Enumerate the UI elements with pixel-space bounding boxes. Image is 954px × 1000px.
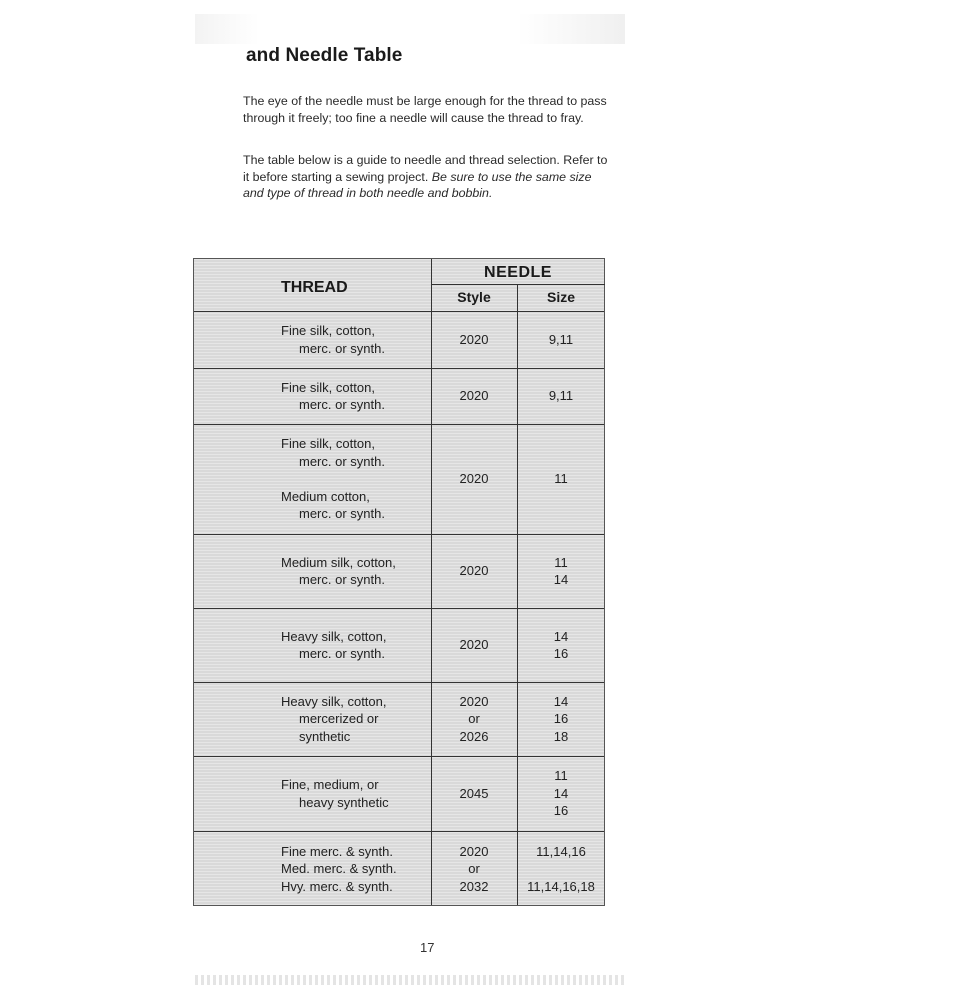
thread-cell-line: Heavy silk, cotton,	[281, 693, 387, 709]
style-cell	[431, 843, 517, 896]
style-cell-line: 2020	[459, 843, 489, 859]
style-cell-line: 2020	[459, 331, 489, 347]
size-cell	[517, 767, 605, 820]
guide-paragraph	[243, 152, 613, 202]
style-cell-line: 2020	[459, 563, 489, 579]
page-number: 17	[420, 940, 435, 955]
size-cell	[517, 470, 605, 488]
size-cell	[517, 693, 605, 746]
thread-cell	[281, 693, 429, 746]
page-title: and Needle Table	[246, 45, 403, 66]
size-cell-line: 16	[553, 711, 569, 727]
thread-cell	[281, 379, 429, 414]
style-cell	[431, 693, 517, 746]
intro-paragraph: The eye of the needle must be large enough for the thread to pass through it freely; too fine a needle will cause the thread to fray.	[243, 94, 607, 125]
thread-cell-line: Fine silk, cotton,	[281, 436, 375, 452]
guide-paragraph-italic: Be sure to use the same size and type of thread in both needle and bobbin.	[243, 169, 592, 200]
row-rule	[194, 608, 604, 609]
style-cell	[431, 636, 517, 654]
row-rule	[194, 534, 604, 535]
thread-cell-line: mercerized or	[299, 711, 379, 727]
row-rule	[194, 424, 604, 425]
style-cell-line: 2020	[459, 471, 489, 487]
size-cell-line: 11,14,16,18	[527, 878, 595, 894]
style-cell-line: 2020	[459, 388, 489, 404]
size-cell-line: 18	[553, 728, 569, 744]
size-cell	[517, 387, 605, 405]
page-top-shading	[195, 14, 625, 44]
style-cell	[431, 331, 517, 349]
thread-cell	[281, 628, 429, 663]
thread-cell	[281, 843, 429, 896]
style-cell	[431, 785, 517, 803]
style-cell	[431, 562, 517, 580]
thread-cell-line: merc. or synth.	[299, 453, 385, 469]
thread-cell-line: merc. or synth.	[299, 340, 385, 356]
thread-cell-line: Fine silk, cotton,	[281, 379, 375, 395]
style-cell-line: 2032	[459, 878, 489, 894]
size-cell-line: 14	[553, 693, 569, 709]
thread-cell-line: Hvy. merc. & synth.	[281, 878, 393, 894]
thread-cell-line: Fine merc. & synth.	[281, 843, 393, 859]
header-needle-underline	[431, 284, 605, 285]
style-cell-line: or	[468, 711, 480, 727]
size-cell-line: 11,14,16	[536, 843, 586, 859]
style-cell-line: 2020	[459, 693, 489, 709]
header-style: Style	[457, 289, 491, 305]
header-needle: NEEDLE	[484, 264, 552, 281]
size-cell	[517, 331, 605, 349]
size-cell-line: 9,11	[548, 388, 574, 404]
thread-cell-line	[281, 470, 429, 488]
row-rule	[194, 682, 604, 683]
style-cell-line: or	[468, 861, 480, 877]
size-cell-line: 16	[553, 803, 569, 819]
page-bottom-shading	[195, 975, 625, 985]
thread-cell-line: synthetic	[299, 728, 351, 744]
style-cell	[431, 470, 517, 488]
thread-cell-line: heavy synthetic	[299, 794, 389, 810]
thread-cell-line: merc. or synth.	[299, 646, 385, 661]
thread-cell-line: Medium cotton,	[281, 488, 370, 504]
thread-cell-line: Fine, medium, or	[281, 777, 379, 792]
size-cell-line: 14	[553, 572, 569, 587]
row-rule	[194, 756, 604, 757]
thread-cell-line: Med. merc. & synth.	[281, 861, 397, 877]
thread-cell	[281, 554, 429, 589]
thread-cell-line: Fine silk, cotton,	[281, 323, 375, 338]
size-cell	[517, 843, 605, 896]
style-cell-line: 2020	[459, 637, 489, 653]
header-size: Size	[546, 289, 575, 305]
size-cell-line: 16	[553, 646, 569, 661]
header-thread: THREAD	[281, 279, 348, 296]
thread-cell	[281, 322, 429, 357]
size-cell-line: 11	[554, 554, 568, 570]
size-cell-line: 14	[553, 628, 569, 644]
size-cell	[517, 628, 605, 663]
size-cell-line: 14	[553, 785, 569, 801]
column-divider-thread	[431, 259, 432, 905]
thread-cell-line: Heavy silk, cotton,	[281, 628, 387, 644]
row-rule	[194, 831, 604, 832]
thread-cell-line: merc. or synth.	[299, 506, 385, 522]
header-bottom-rule	[194, 311, 604, 312]
thread-cell-line: merc. or synth.	[299, 572, 385, 587]
thread-cell-line: merc. or synth.	[299, 397, 385, 412]
guide-paragraph-text: The table below is a guide to needle and thread selection. Refer to it before starting a sewing project.	[243, 153, 608, 184]
row-rule	[194, 368, 604, 369]
thread-cell	[281, 776, 429, 811]
size-cell-line: 11	[554, 471, 568, 487]
needle-thread-table	[193, 258, 605, 906]
size-cell-line: 9,11	[548, 331, 574, 347]
size-cell-line	[517, 860, 605, 878]
thread-cell	[281, 435, 429, 523]
size-cell-line: 11	[554, 768, 568, 784]
size-cell	[517, 554, 605, 589]
style-cell-line: 2045	[459, 785, 489, 801]
style-cell	[431, 387, 517, 405]
style-cell-line: 2026	[459, 728, 489, 744]
thread-cell-line: Medium silk, cotton,	[281, 554, 396, 570]
